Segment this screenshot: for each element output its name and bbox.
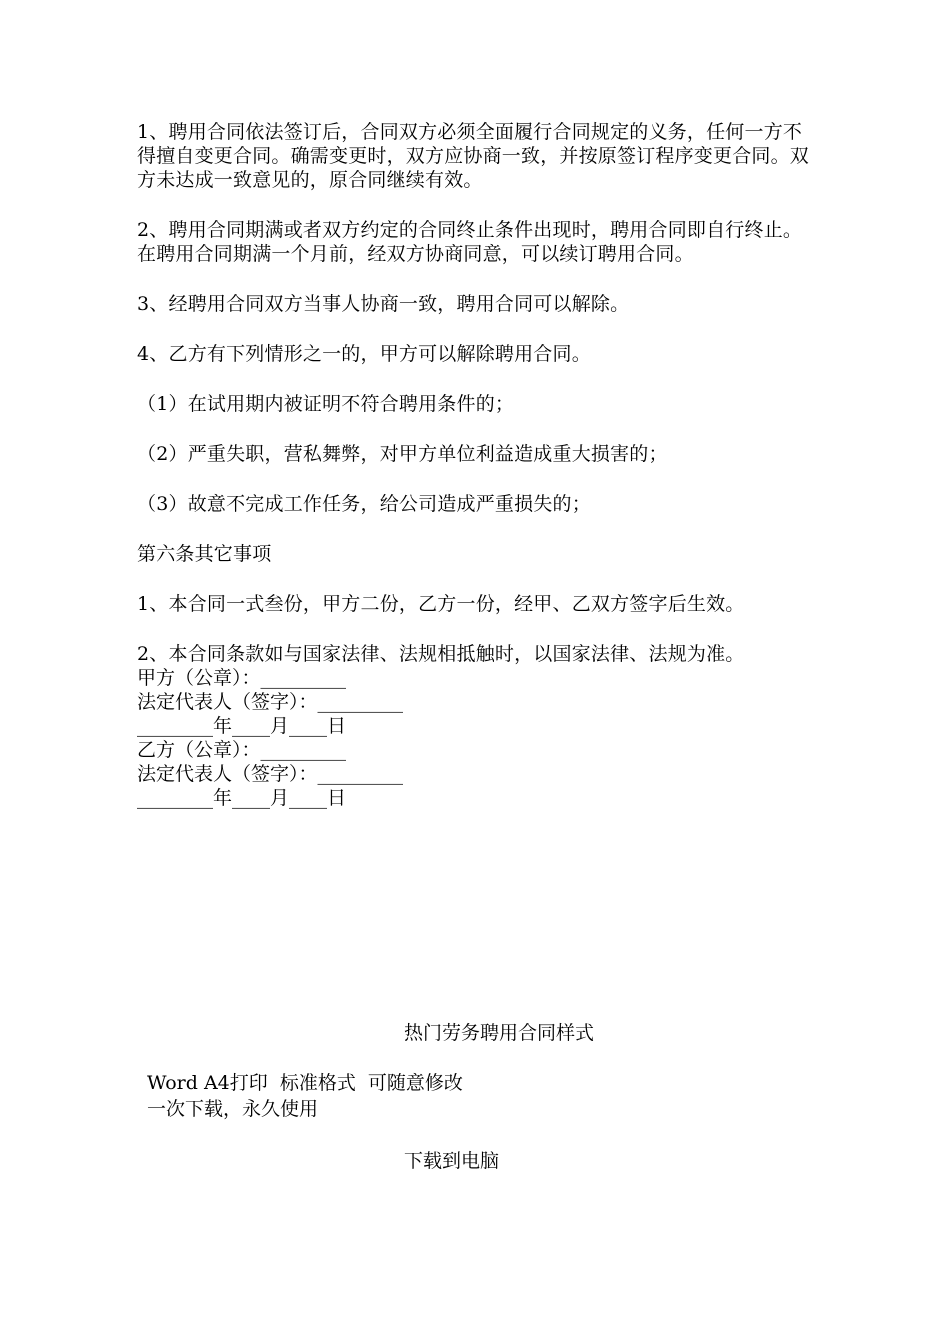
promo-features-line-2: 一次下载，永久使用 (147, 1098, 319, 1120)
clause-3: 3、经聘用合同双方当事人协商一致，聘用合同可以解除。 (137, 293, 630, 315)
signature-block (137, 666, 817, 810)
other-item-1: 1、本合同一式叁份，甲方二份，乙方一份，经甲、乙双方签字后生效。 (137, 593, 745, 615)
party-a-date-line: ________年____月____日 (137, 715, 347, 737)
sub-item-3: （3）故意不完成工作任务，给公司造成严重损失的； (137, 493, 591, 515)
download-to-computer-link[interactable]: 下载到电脑 (404, 1150, 500, 1172)
clause-2: 2、聘用合同期满或者双方约定的合同终止条件出现时，聘用合同即自行终止。在聘用合同期满一个月前，经双方协商同意，可以续订聘用合同。 (137, 219, 803, 265)
party-b-seal-line: 乙方（公章）：_________ (137, 739, 347, 761)
sub-item-2: （2）严重失职，营私舞弊，对甲方单位利益造成重大损害的； (137, 443, 668, 465)
clause-4: 4、乙方有下列情形之一的，甲方可以解除聘用合同。 (137, 343, 591, 365)
promo-features-line-1: Word A4打印 标准格式 可随意修改 (147, 1072, 463, 1094)
other-item-2: 2、本合同条款如与国家法律、法规相抵触时，以国家法律、法规为准。 (137, 643, 745, 665)
contract-body (137, 120, 817, 810)
party-a-seal-line: 甲方（公章）：_________ (137, 667, 347, 689)
clause-1: 1、聘用合同依法签订后，合同双方必须全面履行合同规定的义务，任何一方不得擅自变更合同。确需变更时，双方应协商一致，并按原签订程序变更合同。双方未达成一致意见的，原合同继续有效。 (137, 121, 810, 191)
sub-item-1: （1）在试用期内被证明不符合聘用条件的； (137, 393, 515, 415)
party-a-representative-line: 法定代表人（签字）：_________ (137, 691, 404, 713)
party-b-date-line: ________年____月____日 (137, 787, 347, 809)
promo-title: 热门劳务聘用合同样式 (404, 1022, 595, 1044)
section-heading: 第六条其它事项 (137, 543, 272, 565)
promo-features (147, 1070, 463, 1122)
party-b-representative-line: 法定代表人（签字）：_________ (137, 763, 404, 785)
